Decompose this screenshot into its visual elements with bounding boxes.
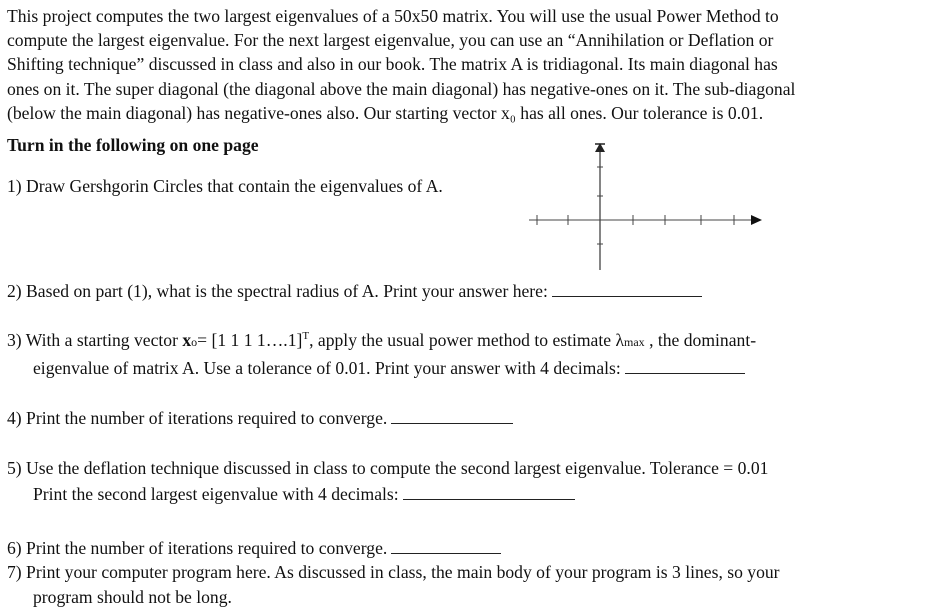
intro-line-3: Shifting technique” discussed in class and also in our book. The matrix A is tridiagonal. Its main diagonal has bbox=[7, 54, 778, 75]
question-3-text-c: , the dominant- bbox=[644, 330, 757, 350]
question-3-text-a: 3) With a starting vector bbox=[7, 330, 183, 350]
vector-x-symbol: x bbox=[182, 330, 192, 350]
question-4 bbox=[7, 405, 513, 431]
question-3-line-2: eigenvalue of matrix A. Use a tolerance of 0.01. Print your answer with 4 decimals: bbox=[33, 357, 621, 378]
lambda-max-subscript: max bbox=[624, 335, 645, 349]
question-2-text: 2) Based on part (1), what is the spectral radius of A. Print your answer here: bbox=[7, 281, 548, 301]
intro-line-4: ones on it. The super diagonal (the diagonal above the main diagonal) has negative-ones on it. The sub-diagonal bbox=[7, 78, 796, 99]
question-6-text: 6) Print the number of iterations required to converge. bbox=[7, 538, 388, 558]
question-5-line-2: Print the second largest eigenvalue with 4 decimals: bbox=[33, 483, 399, 504]
intro-line-5: (below the main diagonal) has negative-ones also. Our starting vector x₀ has all ones. Our tolerance is 0.01. bbox=[7, 102, 764, 123]
question-1-text: 1) Draw Gershgorin Circles that contain the eigenvalues of A. bbox=[7, 176, 443, 196]
answer-blank-2[interactable] bbox=[552, 278, 702, 297]
question-4-text: 4) Print the number of iterations required to converge. bbox=[7, 408, 388, 428]
intro-paragraph bbox=[7, 4, 932, 125]
section-heading: Turn in the following on one page bbox=[7, 135, 259, 155]
answer-blank-6[interactable] bbox=[391, 535, 501, 554]
intro-line-2: compute the largest eigenvalue. For the next largest eigenvalue, you can use an “Annihilation or Deflation or bbox=[7, 30, 774, 51]
coordinate-axes-icon bbox=[515, 140, 770, 275]
question-3-text-b: , apply the usual power method to estimate λ bbox=[309, 330, 624, 350]
question-7-line-2: program should not be long. bbox=[33, 586, 232, 607]
vector-value: = [1 1 1 1….1] bbox=[197, 330, 303, 350]
question-5-line-1: 5) Use the deflation technique discussed in class to compute the second largest eigenvalue. Tolerance = 0.01 bbox=[7, 458, 769, 478]
answer-blank-5[interactable] bbox=[403, 481, 575, 500]
question-6 bbox=[7, 535, 501, 561]
answer-blank-4[interactable] bbox=[391, 405, 513, 424]
question-3 bbox=[7, 328, 756, 380]
transpose-superscript: T bbox=[302, 330, 310, 343]
question-7 bbox=[7, 560, 780, 609]
intro-line-1: This project computes the two largest eigenvalues of a 50x50 matrix. You will use the usual Power Method to bbox=[7, 6, 779, 26]
question-2 bbox=[7, 278, 702, 304]
question-1 bbox=[7, 174, 443, 199]
question-7-line-1: 7) Print your computer program here. As discussed in class, the main body of your program is 3 lines, so your bbox=[7, 562, 780, 582]
question-5 bbox=[7, 456, 768, 506]
vector-x-subscript: o bbox=[191, 335, 198, 349]
answer-blank-3[interactable] bbox=[625, 355, 745, 374]
